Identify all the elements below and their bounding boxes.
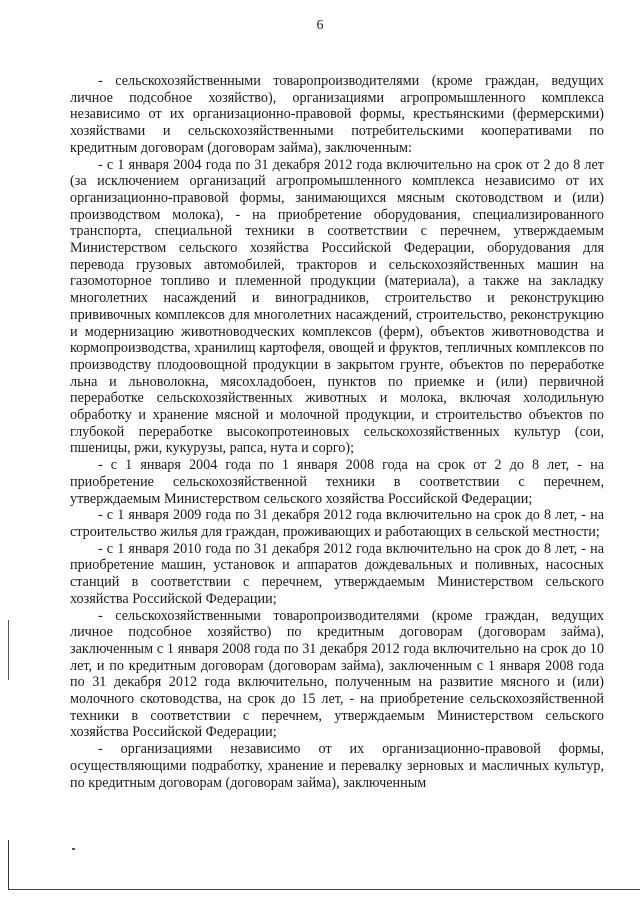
paragraph-2004-2008-machinery: - с 1 января 2004 года по 1 января 2008 года на срок от 2 до 8 лет, - на приобретение сельскохозяйственной техники в соответствии с перечнем, утверждаемым Министерством сельского хозяйства Российской Федерации;: [70, 457, 604, 507]
paragraph-2004-2012-equipment: - с 1 января 2004 года по 31 декабря 2012 года включительно на срок от 2 до 8 лет (за исключением организаций агропромышленного комплекса независимо от их организационно-правовой формы, занимающихся мясным скотоводством и (или) производством молока), - на приобретение оборудования, специализированного транспорта, специальной техники в соответствии с перечнем, утверждаемым Министерством сельского хозяйства Российской Федерации, оборудования для перевода грузовых автомобилей, тракторов и сельскохозяйственных машин на газомоторное топливо и племенной продукции (материала), а также на закладку многолетних насаждений и виноградников, строительство и реконструкцию прививочных комплексов для многолетних насаждений, строительство, реконструкцию и модернизацию животноводческих комплексов (ферм), объектов животноводства и кормопроизводства, хранилищ картофеля, овощей и фруктов, тепличных комплексов по производству плодоовощной продукции в закрытом грунте, объектов по переработке льна и льноволокна, мясохладобоен, пунктов по приемке и (или) первичной переработке сельскохозяйственных животных и молока, включая холодильную обработку и хранение мясной и молочной продукции, и строительство объектов по глубокой переработке высокопротеиновых сельскохозяйственных культур (сои, пшеницы, ржи, кукурузы, рапса, нута и сорго);: [70, 156, 604, 457]
scan-edge-mark: [8, 620, 9, 680]
page-number: 6: [316, 18, 324, 33]
document-body: [70, 73, 604, 791]
paragraph-2010-2012-irrigation: - с 1 января 2010 года по 31 декабря 2012 года включительно на срок до 8 лет, - на приобретение машин, установок и аппаратов дождевальных и поливных, насосных станций в соответствии с перечнем, утверждаемым Министерством сельского хозяйства Российской Федерации;: [70, 540, 604, 607]
paragraph-producers-2008-2012: - сельскохозяйственными товаропроизводителями (кроме граждан, ведущих личное подсобное хозяйство) по кредитным договорам (договорам займа), заключенным с 1 января 2008 года по 31 декабря 2012 года включительно на срок до 10 лет, и по кредитным договорам (договорам займа), заключенным с 1 января 2008 года по 31 декабря 2012 года включительно, полученным на развитие мясного и (или) молочного скотоводства, на срок до 15 лет, - на приобретение сельскохозяйственной техники в соответствии с перечнем, утверждаемым Министерством сельского хозяйства Российской Федерации;: [70, 607, 604, 741]
paragraph-grain-organizations: - организациями независимо от их организационно-правовой формы, осуществляющими подработку, хранение и перевалку зерновых и масличных культур, по кредитным договорам (договорам займа), заключенным: [70, 741, 604, 791]
scan-speck: [72, 848, 75, 850]
paragraph-agricultural-producers-intro: - сельскохозяйственными товаропроизводителями (кроме граждан, ведущих личное подсобное хозяйство), организациями агропромышленного комплекса независимо от их организационно-правовой формы, крестьянскими (фермерскими) хозяйствами и сельскохозяйственными потребительскими кооперативами по кредитным договорам (договорам займа), заключенным:: [70, 73, 604, 156]
paragraph-2009-2012-housing: - с 1 января 2009 года по 31 декабря 2012 года включительно на срок до 8 лет, - на строительство жилья для граждан, проживающих и работающих в сельской местности;: [70, 507, 604, 540]
scan-edge-mark-lower: [8, 840, 9, 890]
scan-bottom-edge: [8, 889, 640, 890]
